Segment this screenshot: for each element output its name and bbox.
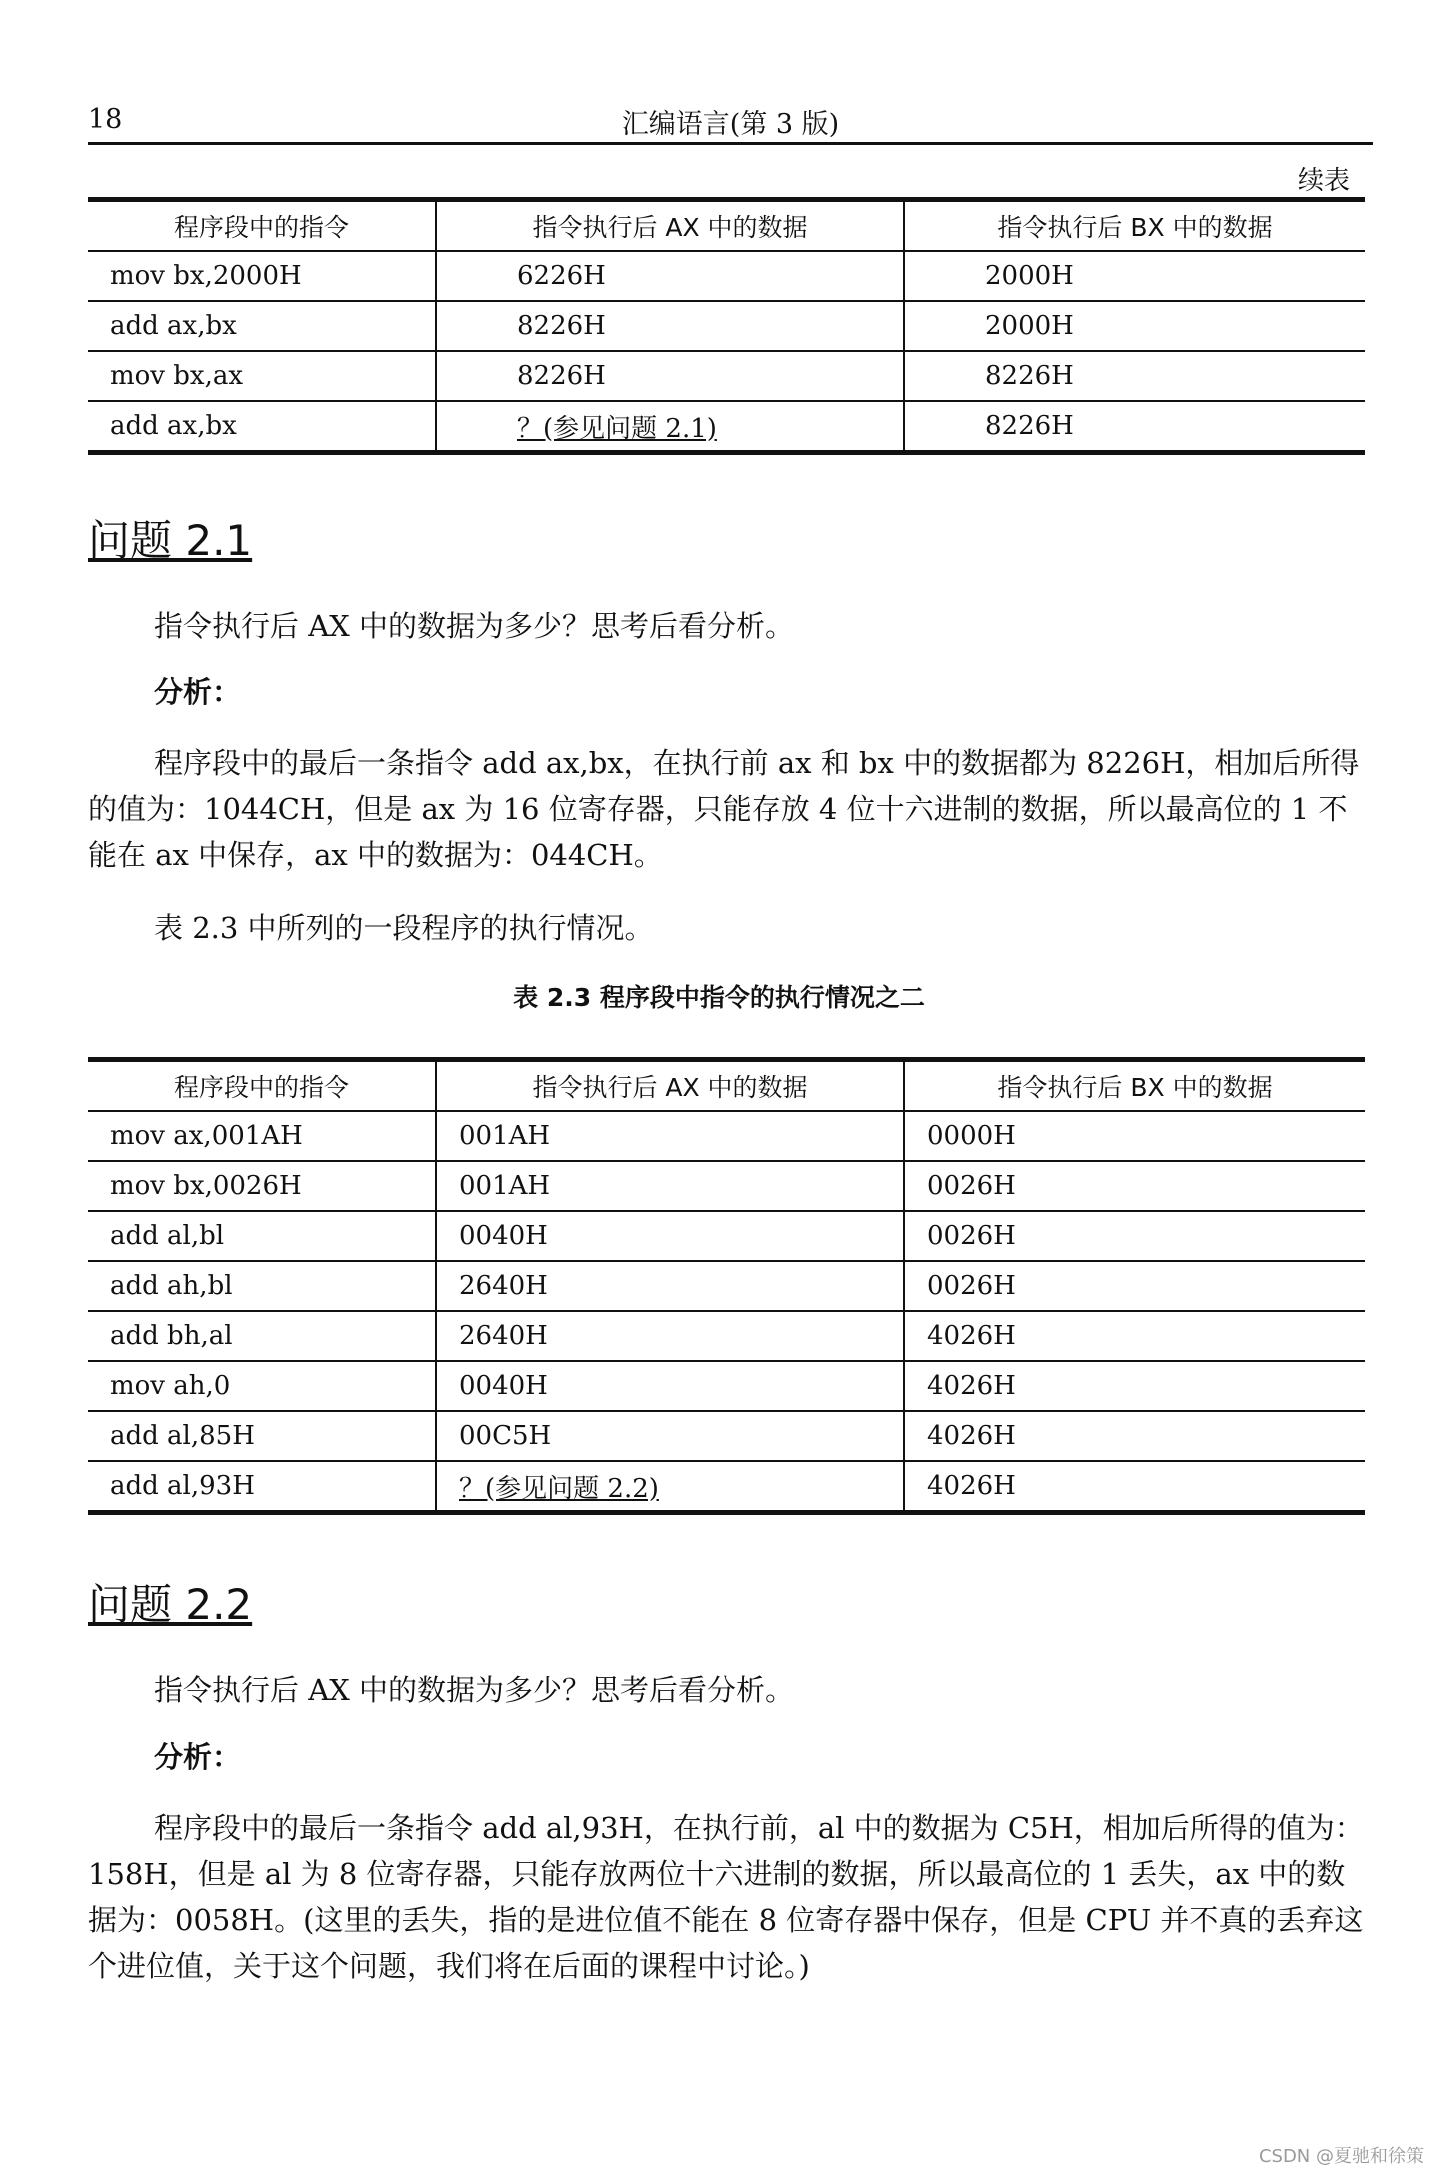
ax-value-cell bbox=[436, 401, 904, 453]
instruction-cell: mov bx,2000H bbox=[88, 251, 436, 301]
instruction-cell: mov bx,ax bbox=[88, 351, 436, 401]
page-header bbox=[88, 100, 1373, 140]
instruction-cell: add al,bl bbox=[88, 1211, 436, 1261]
ax-value-cell: 001AH bbox=[436, 1161, 904, 1211]
analysis-text: 程序段中的最后一条指令 add al,93H，在执行前，al 中的数据为 C5H，相加后所得的值为：158H，但是 al 为 8 位寄存器，只能存放两位十六进制的数据，所以最高位的 1 丢失，ax 中的数据为：0058H。(这里的丢失，指的是进位值不能在 8 位寄存器中保存，但是 CPU 并不真的丢弃这个进位值，关于这个问题，我们将在后面的课程中讨论。) bbox=[88, 1811, 1364, 1983]
column-header-bx: 指令执行后 BX 中的数据 bbox=[904, 1060, 1365, 1112]
instruction-cell: add bh,al bbox=[88, 1311, 436, 1361]
bx-value-cell: 2000H bbox=[904, 301, 1365, 351]
analysis-text: 程序段中的最后一条指令 add ax,bx，在执行前 ax 和 bx 中的数据都为 8226H，相加后所得的值为：1044CH，但是 ax 为 16 位寄存器，只能存放 4 位十六进制的数据，所以最高位的 1 不能在 ax 中保存，ax 中的数据为：044CH。 bbox=[88, 746, 1360, 872]
ax-value-cell: 001AH bbox=[436, 1111, 904, 1161]
watermark: CSDN @夏驰和徐策 bbox=[1258, 2146, 1424, 2167]
analysis-label: 分析： bbox=[154, 1740, 242, 1774]
instruction-cell: mov bx,0026H bbox=[88, 1161, 436, 1211]
ax-value-cell: 2640H bbox=[436, 1311, 904, 1361]
ax-value-cell: 8226H bbox=[436, 301, 904, 351]
header-rule bbox=[88, 142, 1373, 145]
section-heading-2-2: 问题 2.2 bbox=[88, 1580, 253, 1629]
ax-value-cell: 0040H bbox=[436, 1211, 904, 1261]
ax-value-cell: 8226H bbox=[436, 351, 904, 401]
instruction-cell: add ax,bx bbox=[88, 401, 436, 453]
reference-link-question-2-2[interactable]: ？(参见问题 2.2) bbox=[459, 1473, 659, 1504]
continued-label: 续表 bbox=[1297, 166, 1350, 196]
table-row bbox=[88, 1211, 1365, 1261]
ax-value-cell: 0040H bbox=[436, 1361, 904, 1411]
table-row bbox=[88, 251, 1365, 301]
instruction-cell: add al,93H bbox=[88, 1461, 436, 1513]
table-row bbox=[88, 1261, 1365, 1311]
ax-value-cell bbox=[436, 1461, 904, 1513]
table-continued bbox=[88, 197, 1365, 455]
table-row bbox=[88, 1161, 1365, 1211]
table-row bbox=[88, 351, 1365, 401]
bx-value-cell: 0026H bbox=[904, 1211, 1365, 1261]
bx-value-cell: 4026H bbox=[904, 1361, 1365, 1411]
bx-value-cell: 4026H bbox=[904, 1461, 1365, 1513]
bx-value-cell: 0026H bbox=[904, 1261, 1365, 1311]
table-row bbox=[88, 401, 1365, 453]
table-row bbox=[88, 1111, 1365, 1161]
section-heading-2-1: 问题 2.1 bbox=[88, 516, 253, 565]
instruction-cell: mov ah,0 bbox=[88, 1361, 436, 1411]
column-header-instruction: 程序段中的指令 bbox=[88, 200, 436, 252]
table-header-row bbox=[88, 200, 1365, 252]
bx-value-cell: 0026H bbox=[904, 1161, 1365, 1211]
table-row bbox=[88, 1361, 1365, 1411]
table-row bbox=[88, 1311, 1365, 1361]
page-number: 18 bbox=[88, 104, 123, 135]
table-caption: 表 2.3 程序段中指令的执行情况之二 bbox=[513, 983, 925, 1012]
table-intro-text: 表 2.3 中所列的一段程序的执行情况。 bbox=[154, 911, 654, 945]
ax-value-cell: 2640H bbox=[436, 1261, 904, 1311]
reference-link-question-2-1[interactable]: ？(参见问题 2.1) bbox=[517, 413, 717, 444]
bx-value-cell: 8226H bbox=[904, 351, 1365, 401]
bx-value-cell: 4026H bbox=[904, 1411, 1365, 1461]
table-header-row bbox=[88, 1060, 1365, 1112]
instruction-cell: mov ax,001AH bbox=[88, 1111, 436, 1161]
ax-value-cell: 6226H bbox=[436, 251, 904, 301]
column-header-instruction: 程序段中的指令 bbox=[88, 1060, 436, 1112]
table-2-3 bbox=[88, 1057, 1365, 1515]
bx-value-cell: 8226H bbox=[904, 401, 1365, 453]
bx-value-cell: 4026H bbox=[904, 1311, 1365, 1361]
ax-value-cell: 00C5H bbox=[436, 1411, 904, 1461]
question-text: 指令执行后 AX 中的数据为多少？思考后看分析。 bbox=[154, 609, 795, 643]
question-text: 指令执行后 AX 中的数据为多少？思考后看分析。 bbox=[154, 1673, 795, 1707]
column-header-ax: 指令执行后 AX 中的数据 bbox=[436, 1060, 904, 1112]
instruction-cell: add ax,bx bbox=[88, 301, 436, 351]
table-row bbox=[88, 1461, 1365, 1513]
book-title: 汇编语言(第 3 版) bbox=[621, 109, 840, 140]
bx-value-cell: 2000H bbox=[904, 251, 1365, 301]
bx-value-cell: 0000H bbox=[904, 1111, 1365, 1161]
instruction-cell: add al,85H bbox=[88, 1411, 436, 1461]
analysis-label: 分析： bbox=[154, 675, 242, 709]
table-row bbox=[88, 1411, 1365, 1461]
instruction-cell: add ah,bl bbox=[88, 1261, 436, 1311]
column-header-bx: 指令执行后 BX 中的数据 bbox=[904, 200, 1365, 252]
column-header-ax: 指令执行后 AX 中的数据 bbox=[436, 200, 904, 252]
table-row bbox=[88, 301, 1365, 351]
